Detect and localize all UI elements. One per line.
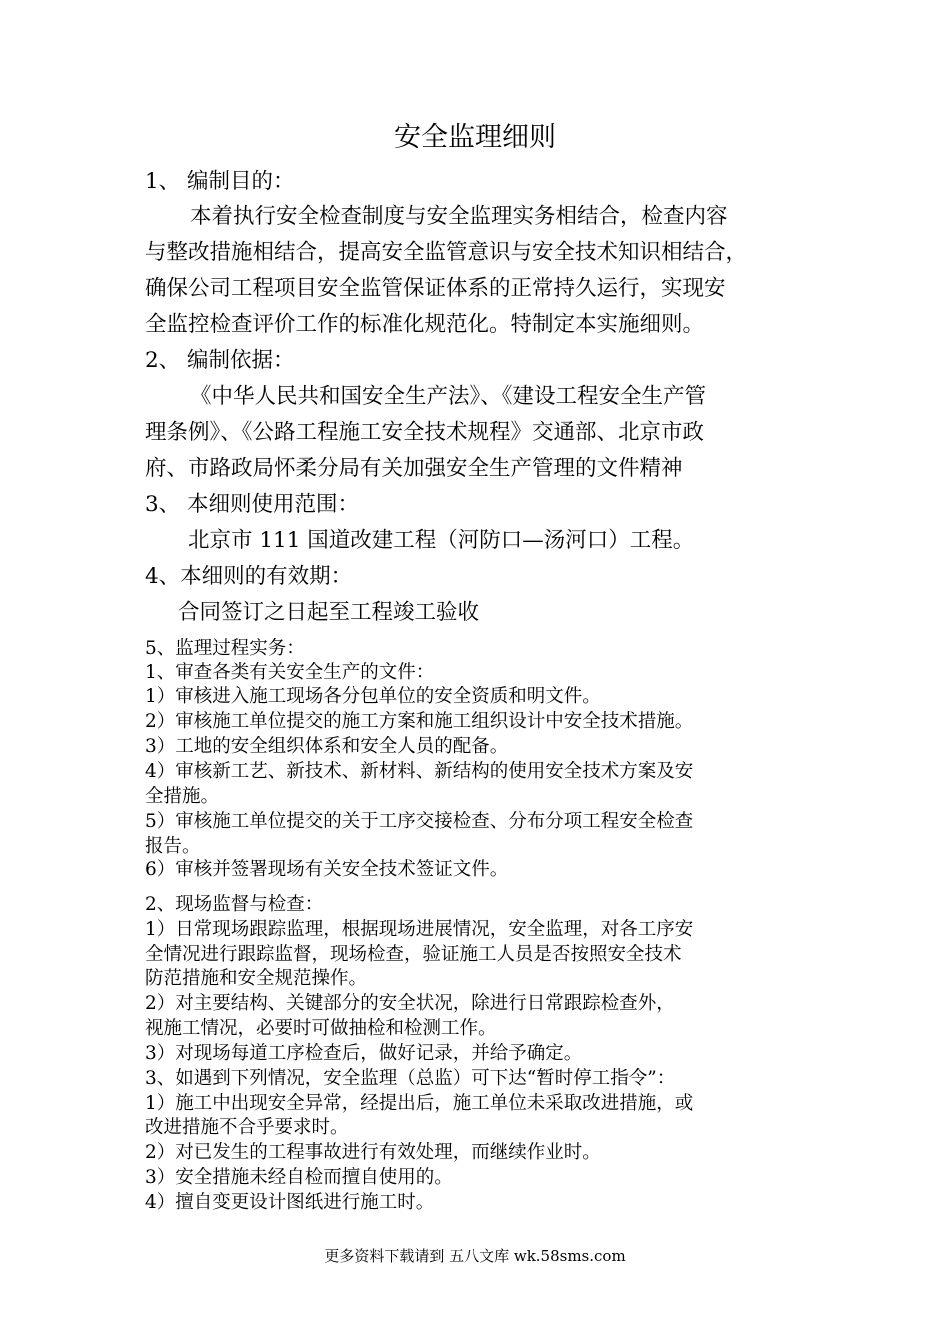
part2-line: 1）日常现场跟踪监理，根据现场进展情况，安全监理，对各工序安 — [145, 919, 694, 940]
footer-download-note: 更多资料下载请到 五八文库 wk.58sms.com — [324, 1247, 626, 1265]
section2-line: 《中华人民共和国安全生产法》、《建设工程安全生产管 — [190, 384, 707, 409]
part3-line: 2）对已发生的工程事故进行有效处理，而继续作业时。 — [145, 1142, 601, 1163]
part1-line: 6）审核并签署现场有关安全技术签证文件。 — [145, 859, 509, 880]
part1-heading: 1、审查各类有关安全生产的文件： — [145, 662, 435, 683]
section2-heading: 2、 编制依据： — [145, 348, 295, 373]
section1-line: 全监控检查评价工作的标准化规范化。特制定本实施细则。 — [145, 312, 705, 337]
part1-line: 4）审核新工艺、新技术、新材料、新结构的使用安全技术方案及安 — [145, 761, 694, 782]
part3-line: 3）安全措施未经自检而擅自使用的。 — [145, 1167, 453, 1188]
part3-line: 4）擅自变更设计图纸进行施工时。 — [145, 1192, 435, 1213]
section3-line: 北京市 111 国道改建工程（河防口—汤河口）工程。 — [188, 528, 695, 553]
part2-line: 视施工情况，必要时可做抽检和检测工作。 — [145, 1018, 497, 1039]
section1-line: 确保公司工程项目安全监管保证体系的正常持久运行，实现安 — [145, 276, 726, 301]
part3-line: 1）施工中出现安全异常，经提出后，施工单位未采取改进措施，或 — [145, 1093, 694, 1114]
part2-line: 全情况进行跟踪监督，现场检查，验证施工人员是否按照安全技术 — [145, 944, 682, 965]
section5-heading: 5、监理过程实务： — [145, 638, 305, 659]
section4-line: 合同签订之日起至工程竣工验收 — [178, 600, 480, 625]
section1-line: 本着执行安全检查制度与安全监理实务相结合，检查内容 — [190, 204, 728, 229]
part1-line: 2）审核施工单位提交的施工方案和施工组织设计中安全技术措施。 — [145, 711, 694, 732]
part3-heading: 3、如遇到下列情况，安全监理（总监）可下达“暂时停工指令”： — [145, 1068, 676, 1089]
part1-line: 报告。 — [145, 836, 201, 857]
section3-heading: 3、 本细则使用范围： — [145, 492, 360, 517]
part2-heading: 2、现场监督与检查： — [145, 894, 324, 915]
part3-line: 改进措施不合乎要求时。 — [145, 1117, 349, 1138]
part2-line: 2）对主要结构、关键部分的安全状况，除进行日常跟踪检查外， — [145, 993, 675, 1014]
section1-heading: 1、 编制目的： — [145, 169, 295, 194]
part2-line: 防范措施和安全规范操作。 — [145, 968, 368, 989]
part1-line: 3）工地的安全组织体系和安全人员的配备。 — [145, 736, 509, 757]
section2-line: 理条例》、《公路工程施工安全技术规程》交通部、北京市政 — [145, 420, 705, 445]
document-title: 安全监理细则 — [394, 122, 556, 153]
section2-line: 府、市路政局怀柔分局有关加强安全生产管理的文件精神 — [145, 456, 683, 481]
part1-line: 5）审核施工单位提交的关于工序交接检查、分布分项工程安全检查 — [145, 811, 694, 832]
part2-line: 3）对现场每道工序检查后，做好记录，并给予确定。 — [145, 1043, 583, 1064]
part1-line: 全措施。 — [145, 786, 220, 807]
section1-line: 与整改措施相结合，提高安全监管意识与安全技术知识相结合， — [145, 240, 748, 265]
section4-heading: 4、本细则的有效期： — [145, 564, 353, 589]
part1-line: 1）审核进入施工现场各分包单位的安全资质和明文件。 — [145, 686, 601, 707]
